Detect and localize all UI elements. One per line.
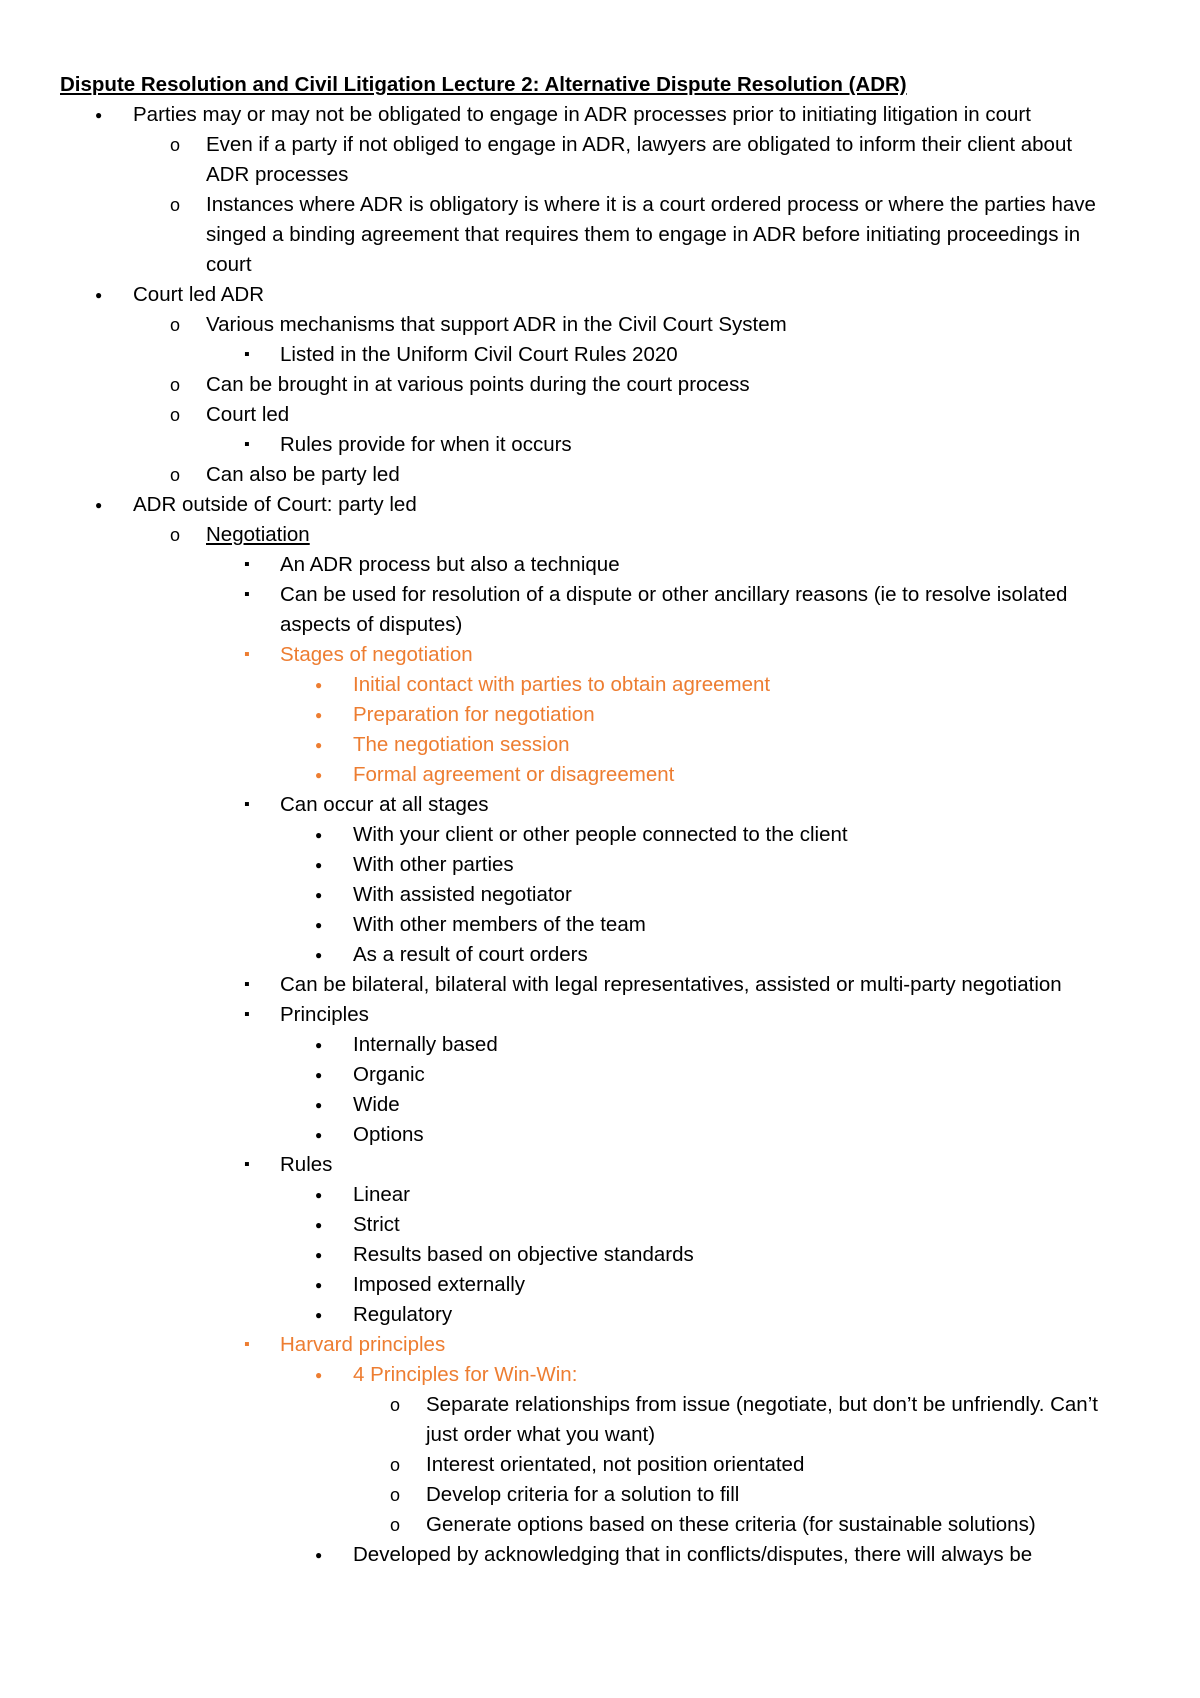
bullet-dot-icon xyxy=(95,490,115,520)
list-item xyxy=(0,1090,1200,1120)
list-item xyxy=(0,370,1200,400)
list-item-text: Organic xyxy=(353,1063,425,1086)
bullet-dot-icon xyxy=(315,910,335,940)
bullet-circle-icon xyxy=(390,1510,410,1540)
bullet-dot-icon xyxy=(315,1240,335,1270)
bullet-dot-icon xyxy=(95,280,115,310)
document-title: Dispute Resolution and Civil Litigation Lecture 2: Alternative Dispute Resolution (ADR) xyxy=(60,73,907,96)
list-item xyxy=(0,910,1200,940)
bullet-dot-icon xyxy=(315,1030,335,1060)
bullet-dot-icon xyxy=(315,1120,335,1150)
bullet-dot-icon xyxy=(315,730,335,760)
list-item xyxy=(0,1540,1200,1570)
list-item xyxy=(0,670,1200,700)
list-item-text: Regulatory xyxy=(353,1303,453,1326)
list-item-text: Strict xyxy=(353,1213,400,1236)
list-item-text: Can be bilateral, bilateral with legal representatives, assisted or multi-party negotiation xyxy=(280,973,1062,996)
list-item xyxy=(0,640,1200,670)
list-item xyxy=(0,1000,1200,1030)
bullet-circle-icon xyxy=(170,520,190,550)
list-item-text: With your client or other people connected to the client xyxy=(353,823,848,846)
bullet-dot-icon xyxy=(315,670,335,700)
list-item-text: Stages of negotiation xyxy=(280,643,473,666)
bullet-dot-icon xyxy=(315,1090,335,1120)
bullet-circle-icon xyxy=(390,1390,410,1420)
list-item-text: With other members of the team xyxy=(353,913,646,936)
bullet-circle-icon xyxy=(170,400,190,430)
list-item-text: Initial contact with parties to obtain agreement xyxy=(353,673,771,696)
bullet-square-icon xyxy=(244,970,264,1000)
list-item-text: Can also be party led xyxy=(206,463,400,486)
list-item xyxy=(0,730,1200,760)
list-item-text: Various mechanisms that support ADR in the Civil Court System xyxy=(206,313,787,336)
list-item xyxy=(0,1240,1200,1270)
list-item-text: Can be brought in at various points during the court process xyxy=(206,373,750,396)
list-item-text: Rules provide for when it occurs xyxy=(280,433,572,456)
list-item xyxy=(0,190,1200,280)
bullet-dot-icon xyxy=(315,1060,335,1090)
list-item-text: Options xyxy=(353,1123,424,1146)
list-item-text: Interest orientated, not position orientated xyxy=(426,1453,805,1476)
list-item-text: Wide xyxy=(353,1093,400,1116)
list-item xyxy=(0,1330,1200,1360)
list-item-text: Internally based xyxy=(353,1033,498,1056)
bullet-square-icon xyxy=(244,1330,264,1360)
list-item xyxy=(0,1030,1200,1060)
list-item-text: With assisted negotiator xyxy=(353,883,572,906)
bullet-dot-icon xyxy=(315,1540,335,1570)
bullet-dot-icon xyxy=(315,1300,335,1330)
list-item-text: Court led xyxy=(206,403,290,426)
list-item-text: Develop criteria for a solution to fill xyxy=(426,1483,740,1506)
list-item xyxy=(0,1510,1200,1540)
bullet-square-icon xyxy=(244,640,264,670)
list-item-text: Generate options based on these criteria (for sustainable solutions) xyxy=(426,1513,1036,1536)
list-item-text: Listed in the Uniform Civil Court Rules 2020 xyxy=(280,343,678,366)
list-item xyxy=(0,310,1200,340)
bullet-circle-icon xyxy=(170,130,190,160)
bullet-circle-icon xyxy=(170,190,190,220)
bullet-dot-icon xyxy=(315,850,335,880)
list-item-text: Imposed externally xyxy=(353,1273,526,1296)
list-item xyxy=(0,400,1200,430)
list-item xyxy=(0,460,1200,490)
bullet-dot-icon xyxy=(315,1210,335,1240)
list-item xyxy=(0,1390,1200,1450)
list-item xyxy=(0,850,1200,880)
bullet-dot-icon xyxy=(315,880,335,910)
list-item xyxy=(0,760,1200,790)
list-item-text: Parties may or may not be obligated to engage in ADR processes prior to initiating litigation in court xyxy=(133,103,1031,126)
list-item-text: Can occur at all stages xyxy=(280,793,489,816)
bullet-dot-icon xyxy=(315,1270,335,1300)
list-item-text: Preparation for negotiation xyxy=(353,703,595,726)
list-item xyxy=(0,1180,1200,1210)
list-item xyxy=(0,1060,1200,1090)
list-item-text: ADR outside of Court: party led xyxy=(133,493,417,516)
list-item xyxy=(0,1450,1200,1480)
bullet-square-icon xyxy=(244,1150,264,1180)
list-item-text: Even if a party if not obliged to engage in ADR, lawyers are obligated to inform their client about ADR processes xyxy=(206,133,1073,186)
list-item-text: Developed by acknowledging that in conflicts/disputes, there will always be xyxy=(353,1543,1033,1566)
list-item xyxy=(0,970,1200,1000)
bullet-circle-icon xyxy=(390,1450,410,1480)
list-item-text: An ADR process but also a technique xyxy=(280,553,620,576)
list-item xyxy=(0,790,1200,820)
list-item xyxy=(0,820,1200,850)
bullet-dot-icon xyxy=(315,1180,335,1210)
list-item-text: Principles xyxy=(280,1003,369,1026)
bullet-circle-icon xyxy=(170,460,190,490)
list-item-text: Can be used for resolution of a dispute or other ancillary reasons (ie to resolve isolated aspects of disputes) xyxy=(280,583,1068,636)
bullet-square-icon xyxy=(244,340,264,370)
list-item xyxy=(0,1360,1200,1390)
list-item xyxy=(0,700,1200,730)
list-item xyxy=(0,880,1200,910)
list-item xyxy=(0,130,1200,190)
bullet-square-icon xyxy=(244,550,264,580)
list-item xyxy=(0,940,1200,970)
list-item-text: Separate relationships from issue (negotiate, but don’t be unfriendly. Can’t just order what you want) xyxy=(426,1393,1098,1446)
list-item xyxy=(0,1210,1200,1240)
list-item xyxy=(0,1150,1200,1180)
list-item xyxy=(0,520,1200,550)
list-item xyxy=(0,1120,1200,1150)
list-item xyxy=(0,430,1200,460)
bullet-square-icon xyxy=(244,1000,264,1030)
bullet-dot-icon xyxy=(315,760,335,790)
list-item xyxy=(0,490,1200,520)
bullet-dot-icon xyxy=(95,100,115,130)
bullet-square-icon xyxy=(244,580,264,610)
bullet-dot-icon xyxy=(315,940,335,970)
bullet-dot-icon xyxy=(315,820,335,850)
list-item-text: Harvard principles xyxy=(280,1333,446,1356)
list-item-text: Court led ADR xyxy=(133,283,265,306)
list-item xyxy=(0,340,1200,370)
list-item xyxy=(0,1270,1200,1300)
list-item xyxy=(0,1300,1200,1330)
list-item-text: Rules xyxy=(280,1153,333,1176)
list-item-text: Negotiation xyxy=(206,523,310,546)
bullet-square-icon xyxy=(244,790,264,820)
list-item xyxy=(0,550,1200,580)
list-item xyxy=(0,100,1200,130)
bullet-dot-icon xyxy=(315,1360,335,1390)
list-item-text: Linear xyxy=(353,1183,410,1206)
bullet-circle-icon xyxy=(390,1480,410,1510)
bullet-list xyxy=(0,100,1200,1570)
list-item-text: As a result of court orders xyxy=(353,943,588,966)
list-item xyxy=(0,1480,1200,1510)
list-item xyxy=(0,580,1200,640)
bullet-dot-icon xyxy=(315,700,335,730)
list-item-text: With other parties xyxy=(353,853,514,876)
bullet-circle-icon xyxy=(170,310,190,340)
list-item-text: 4 Principles for Win-Win: xyxy=(353,1363,578,1386)
list-item-text: Instances where ADR is obligatory is where it is a court ordered process or where the parties have singed a binding agreement that requires them to engage in ADR before initiating proceedings in court xyxy=(206,193,1096,276)
bullet-circle-icon xyxy=(170,370,190,400)
bullet-square-icon xyxy=(244,430,264,460)
list-item-text: Results based on objective standards xyxy=(353,1243,694,1266)
list-item xyxy=(0,280,1200,310)
list-item-text: Formal agreement or disagreement xyxy=(353,763,675,786)
list-item-text: The negotiation session xyxy=(353,733,570,756)
